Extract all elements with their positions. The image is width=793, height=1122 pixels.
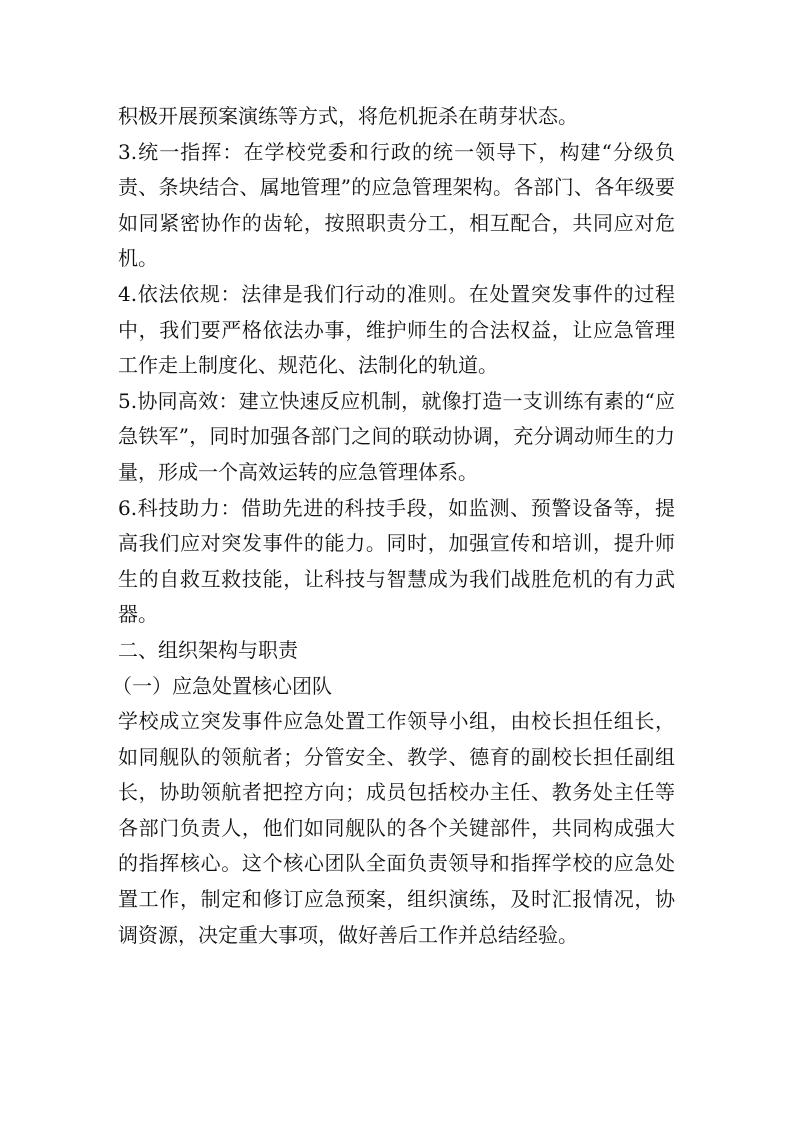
subsection-title: （一）应急处置核心团队 <box>112 673 332 698</box>
paragraph-core-team: 学校成立突发事件应急处置工作领导小组，由校长担任组长，如同舰队的领航者；分管安全、教学、德育的副校长担任副组长，协助领航者把控方向；成员包括校办主任、教务处主任等各部门负责人，他们如同舰队的各个关键部件，共同构成强大的指挥核心。这个核心团队全面负责领导和指挥学校的应急处置工作，制定和修订应急预案，组织演练，及时汇报情况，协调资源，决定重大事项，做好善后工作并总结经验。 <box>118 709 675 947</box>
section-title: 二、组织架构与职责 <box>118 637 298 662</box>
paragraph-technology-support: 6.科技助力：借助先进的科技手段，如监测、预警设备等，提高我们应对突发事件的能力。同时，加强宣传和培训，提升师生的自救互救技能，让科技与智慧成为我们战胜危机的有力武器。 <box>118 495 675 627</box>
paragraph-lawful-compliance: 4.依法依规：法律是我们行动的准则。在处置突发事件的过程中，我们要严格依法办事，维护师生的合法权益，让应急管理工作走上制度化、规范化、法制化的轨道。 <box>118 281 675 378</box>
document-body <box>112 99 675 953</box>
paragraph-coordinated-efficiency: 5.协同高效：建立快速反应机制，就像打造一支训练有素的“应急铁军”，同时加强各部门之间的联动协调，充分调动师生的力量，形成一个高效运转的应急管理体系。 <box>118 388 675 484</box>
paragraph-continuation: 积极开展预案演练等方式，将危机扼杀在萌芽状态。 <box>118 104 578 128</box>
paragraph-unified-command: 3.统一指挥：在学校党委和行政的统一领导下，构建“分级负责、条块结合、属地管理”的应急管理架构。各部门、各年级要如同紧密协作的齿轮，按照职责分工，相互配合，共同应对危机。 <box>118 139 675 271</box>
